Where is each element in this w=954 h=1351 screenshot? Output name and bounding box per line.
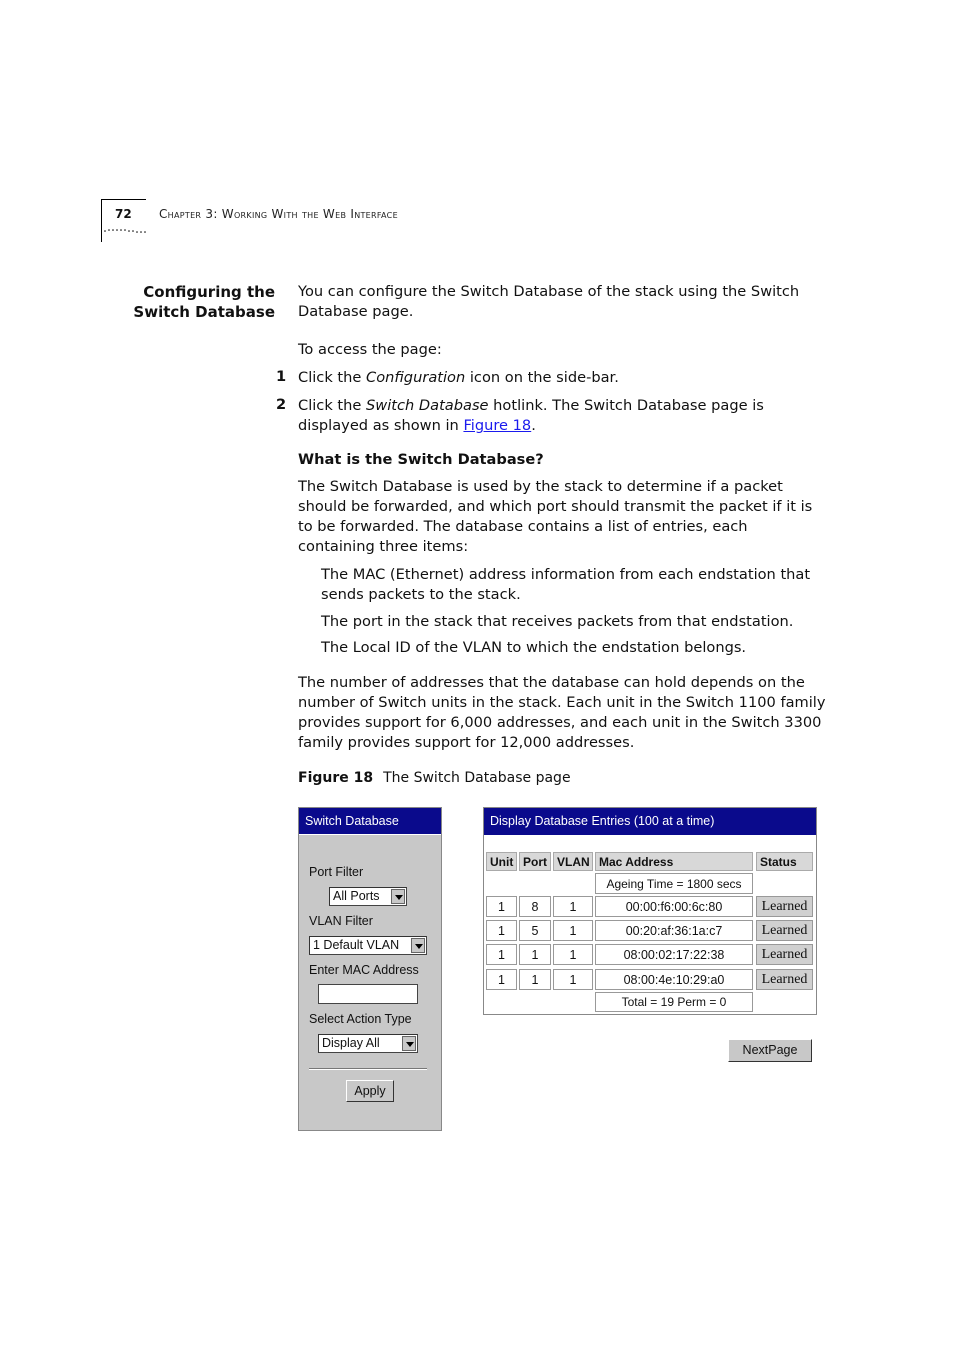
column-header-mac: Mac Address	[595, 852, 753, 871]
table-cell-port: 1	[519, 944, 551, 965]
table-cell-port: 5	[519, 920, 551, 941]
table-cell-mac: 08:00:02:17:22:38	[595, 944, 753, 965]
page-number: 72	[115, 207, 132, 221]
action-type-select[interactable]	[318, 1034, 418, 1053]
table-cell-status: Learned	[756, 920, 813, 941]
panel-title: Switch Database	[299, 808, 441, 835]
chevron-down-icon[interactable]	[411, 938, 425, 953]
table-cell-mac: 08:00:4e:10:29:a0	[595, 969, 753, 990]
next-page-button[interactable]: NextPage	[728, 1039, 812, 1062]
table-cell-port: 8	[519, 896, 551, 917]
description-paragraph: The Switch Database is used by the stack to determine if a packet should be forwarded, and which port should transmit the packet if it is to be forwarded. The database contains a list of entries, each containing three items:	[298, 478, 813, 555]
step-2-number: 2	[276, 396, 287, 413]
step-1-text	[298, 368, 828, 388]
divider	[309, 1068, 427, 1070]
list-item: The Local ID of the VLAN to which the endstation belongs.	[321, 639, 747, 656]
step-2-post: hotlink. The Switch Database page is displayed as shown in	[298, 397, 764, 434]
chevron-down-icon[interactable]	[402, 1036, 416, 1051]
table-cell-vlan: 1	[553, 969, 593, 990]
list-item: The MAC (Ethernet) address information from each endstation that sends packets to the stack.	[321, 566, 811, 603]
mac-address-input[interactable]	[318, 984, 418, 1004]
vlan-filter-select[interactable]	[309, 936, 427, 955]
mac-address-label: Enter MAC Address	[309, 963, 419, 977]
step-1-pre: Click the	[298, 369, 367, 386]
chapter-title: Chapter 3: Working With the Web Interface	[159, 207, 398, 221]
column-header-unit: Unit	[486, 852, 517, 871]
table-cell-status: Learned	[756, 896, 813, 917]
figure-caption	[298, 770, 571, 786]
section-heading-line1: Configuring the	[143, 283, 275, 301]
table-cell-mac: 00:00:f6:00:6c:80	[595, 896, 753, 917]
port-filter-select[interactable]	[329, 887, 407, 906]
step-1-number: 1	[276, 368, 287, 385]
table-cell-status: Learned	[756, 944, 813, 965]
table-cell-status: Learned	[756, 969, 813, 990]
apply-button[interactable]: Apply	[346, 1080, 394, 1102]
switch-database-panel	[298, 807, 442, 1131]
intro-paragraph: You can configure the Switch Database of the stack using the Switch Database page.	[298, 283, 800, 320]
section-heading	[110, 282, 275, 322]
table-cell-unit: 1	[486, 920, 517, 941]
section-heading-line2: Switch Database	[133, 303, 275, 321]
column-header-status: Status	[756, 852, 813, 871]
port-filter-label: Port Filter	[309, 865, 364, 879]
figure-18-link[interactable]: Figure 18	[463, 417, 532, 434]
database-entries-panel	[483, 807, 817, 1015]
vlan-filter-label: VLAN Filter	[309, 914, 373, 928]
step-1-post: icon on the side-bar.	[465, 369, 619, 386]
table-cell-mac: 00:20:af:36:1a:c7	[595, 920, 753, 941]
column-header-vlan: VLAN	[553, 852, 593, 871]
figure-label: Figure 18	[298, 770, 374, 786]
chevron-down-icon[interactable]	[391, 889, 405, 904]
action-type-label: Select Action Type	[309, 1012, 412, 1026]
list-item: The port in the stack that receives packets from that endstation.	[321, 613, 794, 630]
action-type-value: Display All	[322, 1036, 380, 1050]
table-cell-unit: 1	[486, 969, 517, 990]
access-text: To access the page:	[298, 341, 442, 358]
total-summary: Total = 19 Perm = 0	[595, 992, 753, 1012]
table-cell-vlan: 1	[553, 944, 593, 965]
column-header-port: Port	[519, 852, 551, 871]
vlan-filter-value: 1 Default VLAN	[313, 938, 400, 952]
figure-caption-text: The Switch Database page	[383, 770, 571, 786]
step-2-text	[298, 396, 828, 436]
step-2-pre: Click the	[298, 397, 367, 414]
table-cell-unit: 1	[486, 944, 517, 965]
port-filter-value: All Ports	[333, 889, 380, 903]
step-2-end: .	[531, 417, 536, 434]
step-2-emphasis: Switch Database	[366, 397, 489, 414]
table-cell-unit: 1	[486, 896, 517, 917]
subheading: What is the Switch Database?	[298, 451, 544, 468]
table-cell-port: 1	[519, 969, 551, 990]
capacity-paragraph: The number of addresses that the database can hold depends on the number of Switch units in the stack. Each unit in the Switch 1100 family provides support for 6,000 addresses, and each unit in the Switch 3300 family provides support for 12,000 addresses.	[298, 674, 826, 751]
ageing-time: Ageing Time = 1800 secs	[595, 873, 753, 894]
entries-title: Display Database Entries (100 at a time)	[484, 808, 816, 835]
table-cell-vlan: 1	[553, 920, 593, 941]
table-cell-vlan: 1	[553, 896, 593, 917]
step-1-emphasis: Configuration	[366, 369, 466, 386]
dotted-rule	[103, 228, 147, 234]
